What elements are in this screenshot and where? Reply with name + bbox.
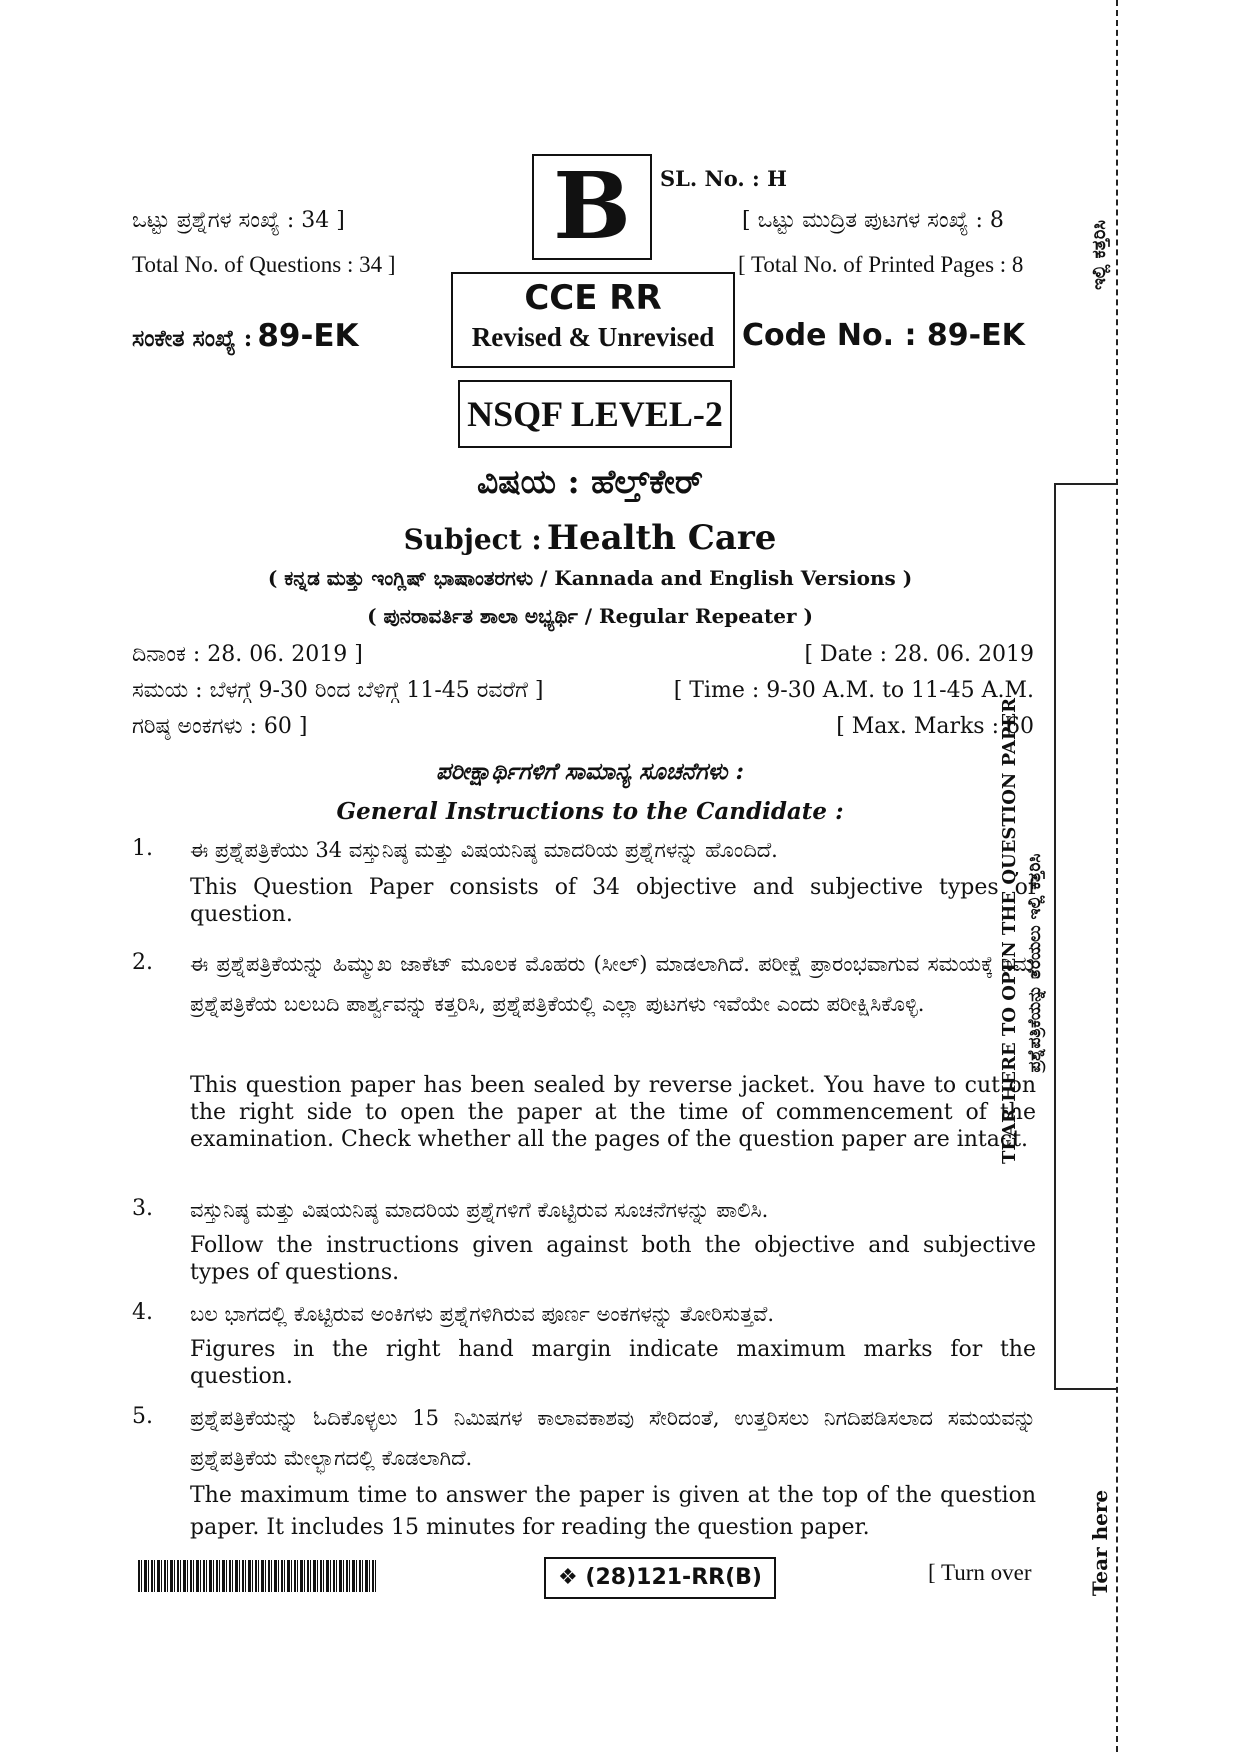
serial-number: SL. No. : H [660, 166, 787, 191]
instruction-number: 3. [132, 1196, 153, 1221]
en-subject [0, 518, 1180, 558]
kn-max-marks: ಗರಿಷ್ಠ ಅಂಕಗಳು : 60 ] [132, 714, 308, 739]
kn-subject: ವಿಷಯ : ಹೆಲ್ತ್‌ಕೇರ್ [476, 462, 704, 501]
en-subject-value: Health Care [546, 518, 777, 558]
instruction-en: The maximum time to answer the paper is given at the top of the question paper. It includes 15 minutes for reading the question paper. [190, 1483, 1036, 1540]
instruction-en: Follow the instructions given against both the objective and subjective types of questions. [190, 1233, 1036, 1285]
en-time: [ Time : 9-30 A.M. to 11-45 A.M. [673, 678, 1034, 703]
cce-subtitle: Revised & Unrevised [471, 322, 715, 352]
instruction-kn: ವಸ್ತುನಿಷ್ಠ ಮತ್ತು ವಿಷಯನಿಷ್ಠ ಮಾದರಿಯ ಪ್ರಶ್ನೆಗಳಿಗೆ ಕೊಟ್ಟಿರುವ ಸೂಚನೆಗಳನ್ನು ಪಾಲಿಸಿ. [190, 1198, 769, 1222]
en-instructions-heading: General Instructions to the Candidate : [336, 798, 844, 825]
instruction-en: Figures in the right hand margin indicate maximum marks for the question. [190, 1337, 1036, 1389]
candidate-type-line: ( ಪುನರಾವರ್ತಿತ ಶಾಲಾ ಅಭ್ಯರ್ಥಿ / Regular Repeater ) [367, 604, 813, 628]
kn-time: ಸಮಯ : ಬೆಳಗ್ಗೆ 9-30 ರಿಂದ ಬೆಳಿಗ್ಗೆ 11-45 ರವರೆಗೆ ] [132, 678, 544, 703]
side-en-tear-here: Tear here [1088, 1489, 1112, 1597]
instruction-en: This question paper has been sealed by reverse jacket. You have to cut on the right side to open the paper at the time of commencement of the examination. Check whether all the pages of the question paper are intact. [190, 1073, 1036, 1152]
cce-title: CCE RR [524, 278, 662, 318]
instruction-kn: ಈ ಪ್ರಶ್ನೆಪತ್ರಿಕೆಯನ್ನು ಹಿಮ್ಮುಖ ಜಾಕೆಟ್ ಮೂಲಕ ಮೊಹರು (ಸೀಲ್) ಮಾಡಲಾಗಿದೆ. ಪರೀಕ್ಷೆ ಪ್ರಾರಂಭವಾಗುವ ಸಮಯಕ್ಕೆ ನಿಮ್ಮ ಪ್ರಶ್ನೆಪತ್ರಿಕೆಯ ಬಲಬದಿ ಪಾರ್ಶ್ವವನ್ನು ಕತ್ತರಿಸಿ, ಪ್ರಶ್ನೆಪತ್ರಿಕೆಯಲ್ಲಿ ಎಲ್ಲಾ ಪುಟಗಳು ಇವೆಯೇ ಎಂದು ಪರೀಕ್ಷಿಸಿಕೊಳ್ಳಿ. [190, 952, 1036, 1016]
kn-date: ದಿನಾಂಕ : 28. 06. 2019 ] [132, 642, 363, 667]
instruction-en: This Question Paper consists of 34 objective and subjective types of question. [190, 875, 1036, 927]
en-total-questions: Total No. of Questions : 34 ] [132, 252, 396, 277]
barcode [138, 1560, 378, 1592]
turn-over: [ Turn over [928, 1560, 1032, 1585]
en-subject-label: Subject : [403, 523, 542, 556]
kn-total-questions: ಒಟ್ಟು ಪ್ರಶ್ನೆಗಳ ಸಂಖ್ಯೆ : 34 ] [132, 208, 345, 233]
kn-code-label: ಸಂಕೇತ ಸಂಖ್ಯೆ : [132, 325, 253, 352]
kn-code-value: 89-EK [257, 318, 359, 354]
instruction-number: 5. [132, 1404, 153, 1429]
kn-code-line [132, 318, 359, 354]
en-max-marks: [ Max. Marks : 60 [836, 714, 1034, 739]
instruction-number: 2. [132, 950, 153, 975]
kn-total-pages: [ ಒಟ್ಟು ಮುದ್ರಿತ ಪುಟಗಳ ಸಂಖ್ಯೆ : 8 [742, 208, 1004, 233]
cce-rr-box [451, 272, 735, 368]
side-kn-tear-notice: ಪ್ರಶ್ನೆಪತ್ರಿಕೆಯನ್ನು ತೆರೆಯಲು ಇಲ್ಲಿ ಕತ್ತರಿಸಿ [1025, 853, 1045, 1073]
instruction-kn: ಈ ಪ್ರಶ್ನೆಪತ್ರಿಕೆಯು 34 ವಸ್ತುನಿಷ್ಠ ಮತ್ತು ವಿಷಯನಿಷ್ಠ ಮಾದರಿಯ ಪ್ರಶ್ನೆಗಳನ್ನು ಹೊಂದಿದೆ. [190, 838, 778, 862]
en-date: [ Date : 28. 06. 2019 [804, 642, 1034, 667]
instruction-kn: ಪ್ರಶ್ನೆಪತ್ರಿಕೆಯನ್ನು ಓದಿಕೊಳ್ಳಲು 15 ನಿಮಿಷಗಳ ಕಾಲಾವಕಾಶವು ಸೇರಿದಂತೆ, ಉತ್ತರಿಸಲು ನಿಗದಿಪಡಿಸಲಾದ ಸಮಯವನ್ನು ಪ್ರಶ್ನೆಪತ್ರಿಕೆಯ ಮೇಲ್ಭಾಗದಲ್ಲಿ ಕೊಡಲಾಗಿದೆ. [190, 1406, 1036, 1470]
instruction-number: 4. [132, 1300, 153, 1325]
en-total-pages: [ Total No. of Printed Pages : 8 [738, 252, 1024, 277]
instruction-kn: ಬಲ ಭಾಗದಲ್ಲಿ ಕೊಟ್ಟಿರುವ ಅಂಕಿಗಳು ಪ್ರಶ್ನೆಗಳಿಗಿರುವ ಪೂರ್ಣ ಅಂಕಗಳನ್ನು ತೋರಿಸುತ್ತವೆ. [190, 1302, 775, 1326]
kn-instructions-heading: ಪರೀಕ್ಷಾರ್ಥಿಗಳಿಗೆ ಸಾಮಾನ್ಯ ಸೂಚನೆಗಳು : [435, 758, 744, 785]
versions-line: ( ಕನ್ನಡ ಮತ್ತು ಇಂಗ್ಲಿಷ್ ಭಾಷಾಂತರಗಳು / Kannada and English Versions ) [267, 566, 913, 590]
instruction-number: 1. [132, 836, 153, 861]
paper-code-box: ❖ (28)121-RR(B) [544, 1557, 776, 1599]
paper-set-box: B [532, 154, 652, 260]
side-en-tear-notice: TEAR HERE TO OPEN THE QUESTION PAPER [999, 697, 1020, 1165]
side-kn-tear-top: ಇಲ್ಲಿ ಕತ್ತರಿಸಿ [1089, 220, 1110, 290]
nsqf-level-box: NSQF LEVEL-2 [458, 380, 732, 448]
en-code-number: Code No. : 89-EK [742, 318, 1025, 353]
